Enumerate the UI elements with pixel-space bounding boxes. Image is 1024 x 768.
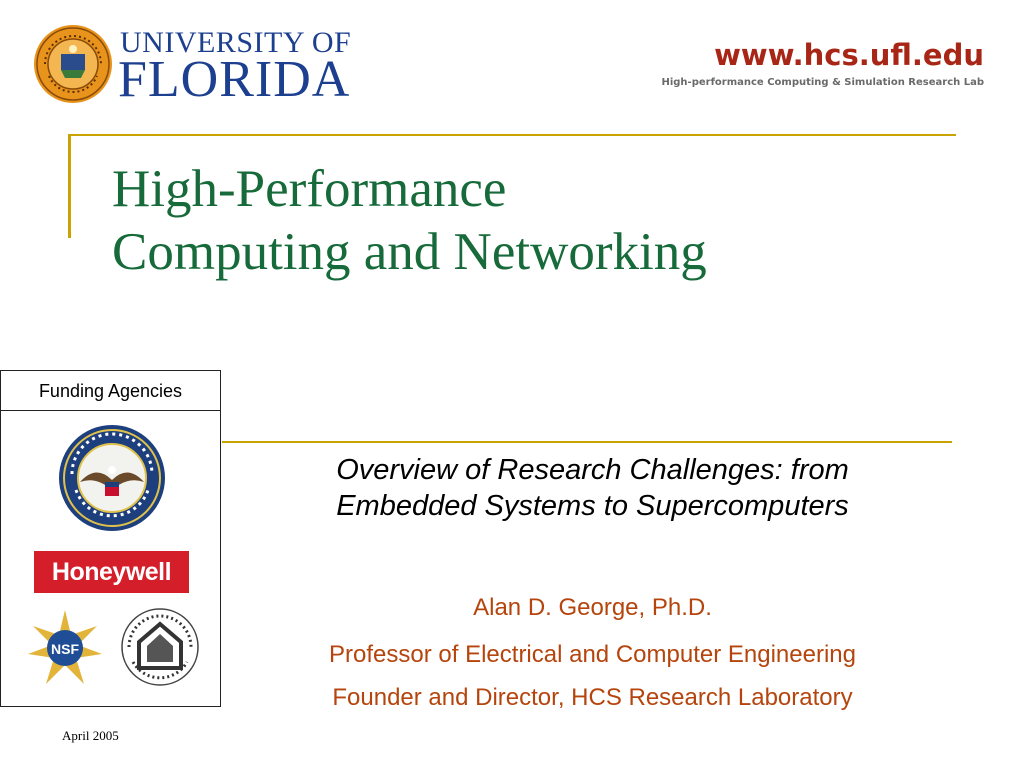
university-name-line2: FLORIDA [118, 51, 351, 108]
funding-agencies-header: Funding Agencies [1, 371, 220, 411]
author-lab: Founder and Director, HCS Research Laboratory [332, 684, 853, 711]
university-name-line1: UNIVERSITY OF [120, 26, 352, 59]
nsf-logo [26, 608, 104, 686]
slide-title-line1: High-Performance [112, 160, 507, 218]
author-title: Professor of Electrical and Computer Engineering [329, 641, 856, 668]
honeywell-label: Honeywell [51, 558, 172, 586]
slide-subtitle [240, 452, 945, 524]
uf-seal-logo [33, 24, 113, 104]
subtitle-divider-rule [222, 441, 952, 443]
slide-title [112, 158, 707, 283]
title-top-rule [68, 134, 956, 136]
funding-agencies-box [0, 370, 221, 707]
slide-title-line2: Computing and Networking [112, 222, 707, 281]
slide-subtitle-line2: Embedded Systems to Supercomputers [336, 490, 849, 522]
slide-subtitle-line1: Overview of Research Challenges: from [336, 454, 849, 486]
lab-name: High-performance Computing & Simulation Research Lab [661, 77, 984, 88]
slide-date: April 2005 [62, 728, 119, 743]
lab-url: www.hcs.ufl.edu [714, 38, 984, 72]
author-name: Alan D. George, Ph.D. [473, 594, 712, 621]
nih-logo [119, 606, 201, 688]
honeywell-logo [34, 551, 189, 593]
title-left-rule [68, 134, 71, 238]
dod-seal-logo [58, 424, 166, 532]
svg-text:NSF: NSF [51, 641, 79, 657]
